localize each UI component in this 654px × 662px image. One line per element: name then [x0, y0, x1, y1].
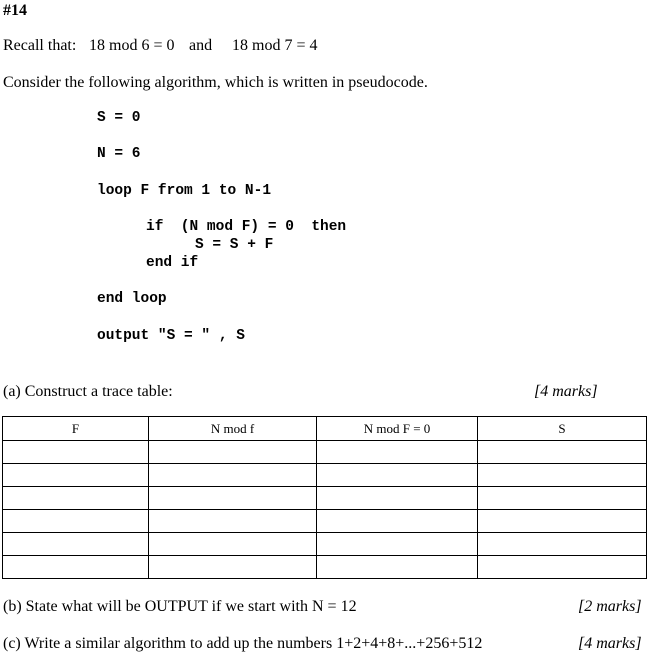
- recall-expression-2: 18 mod 7 = 4: [232, 37, 318, 54]
- table-cell[interactable]: [149, 510, 317, 533]
- column-header-n-mod-f: N mod f: [149, 417, 317, 441]
- table-row: [3, 441, 647, 464]
- part-b-marks: [2 marks]: [578, 598, 642, 615]
- code-line-assign: S = S + F: [195, 237, 274, 253]
- table-cell[interactable]: [317, 510, 478, 533]
- trace-table: [2, 416, 647, 579]
- code-line-init-s: S = 0: [97, 110, 141, 126]
- table-cell[interactable]: [478, 510, 647, 533]
- table-cell[interactable]: [149, 533, 317, 556]
- recall-expression-1: 18 mod 6 = 0: [89, 37, 175, 54]
- table-cell[interactable]: [149, 464, 317, 487]
- table-cell[interactable]: [478, 556, 647, 579]
- part-c-text: (c) Write a similar algorithm to add up the numbers 1+2+4+8+...+256+512: [3, 635, 483, 652]
- table-row: [3, 556, 647, 579]
- table-row: [3, 487, 647, 510]
- part-b-text: (b) State what will be OUTPUT if we start with N = 12: [3, 598, 357, 615]
- code-line-init-n: N = 6: [97, 146, 141, 162]
- table-cell[interactable]: [478, 487, 647, 510]
- table-cell[interactable]: [317, 533, 478, 556]
- table-cell[interactable]: [3, 533, 149, 556]
- table-cell[interactable]: [3, 510, 149, 533]
- code-line-end-if: end if: [146, 255, 199, 271]
- table-cell[interactable]: [3, 556, 149, 579]
- trace-table-header-row: [3, 417, 647, 441]
- table-cell[interactable]: [3, 487, 149, 510]
- part-a-text: (a) Construct a trace table:: [3, 383, 173, 400]
- table-cell[interactable]: [317, 441, 478, 464]
- part-c-marks: [4 marks]: [578, 635, 642, 652]
- recall-prefix: Recall that:: [3, 37, 77, 54]
- table-cell[interactable]: [3, 441, 149, 464]
- code-line-output: output "S = " , S: [97, 328, 245, 344]
- table-cell[interactable]: [478, 441, 647, 464]
- table-cell[interactable]: [149, 487, 317, 510]
- column-header-n-mod-f-equals-zero: N mod F = 0: [317, 417, 478, 441]
- question-number: #14: [3, 2, 27, 19]
- table-cell[interactable]: [149, 441, 317, 464]
- table-cell[interactable]: [149, 556, 317, 579]
- recall-and: and: [189, 37, 213, 54]
- intro-text: Consider the following algorithm, which is written in pseudocode.: [3, 74, 428, 91]
- table-row: [3, 510, 647, 533]
- table-row: [3, 464, 647, 487]
- table-cell[interactable]: [317, 556, 478, 579]
- code-line-end-loop: end loop: [97, 291, 167, 307]
- table-cell[interactable]: [3, 464, 149, 487]
- column-header-f: F: [3, 417, 149, 441]
- table-cell[interactable]: [478, 464, 647, 487]
- table-cell[interactable]: [478, 533, 647, 556]
- code-line-loop: loop F from 1 to N-1: [97, 183, 272, 199]
- table-cell[interactable]: [317, 487, 478, 510]
- column-header-s: S: [478, 417, 647, 441]
- table-row: [3, 533, 647, 556]
- code-line-if: if (N mod F) = 0 then: [146, 219, 347, 235]
- table-cell[interactable]: [317, 464, 478, 487]
- part-a-marks: [4 marks]: [534, 383, 598, 400]
